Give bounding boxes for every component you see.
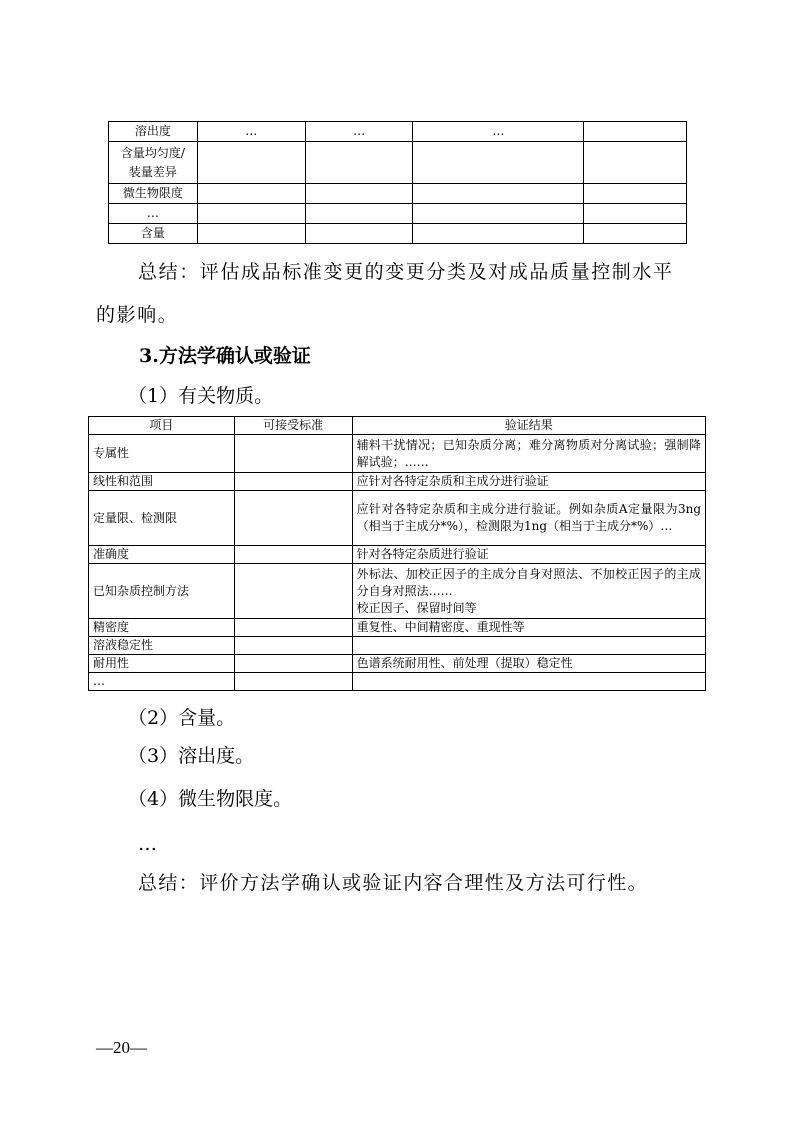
table1-cell (584, 204, 687, 224)
table1-cell: … (197, 122, 305, 142)
table2-header-row (89, 417, 706, 435)
summary1-line2: 的影响。 (96, 304, 179, 326)
table2-row (89, 473, 706, 491)
table2-item-cell: 已知杂质控制方法 (89, 564, 235, 619)
table2-row (89, 546, 706, 564)
table2-criteria-cell (234, 491, 352, 546)
table2-criteria-cell (234, 564, 352, 619)
table1-body (109, 122, 687, 244)
table2-result-cell: 辅料干扰情况；已知杂质分离；难分离物质对分离试验；强制降解试验；…… (352, 435, 705, 473)
table2-item-cell: 耐用性 (89, 655, 235, 673)
subsection-4-title: （4）微生物限度。 (128, 788, 293, 810)
ellipsis-line: … (138, 833, 157, 855)
standard-comparison-table (108, 121, 687, 244)
table1-row (109, 142, 687, 184)
table1-cell (413, 184, 584, 204)
table2-body (89, 417, 706, 691)
section-3-title: 3.方法学确认或验证 (139, 345, 311, 367)
table2-criteria-cell (234, 473, 352, 491)
table1-cell (584, 224, 687, 244)
table2-criteria-cell (234, 435, 352, 473)
table2-item-cell: 精密度 (89, 619, 235, 637)
table1-cell (305, 204, 413, 224)
table1-cell (584, 184, 687, 204)
table2-criteria-cell (234, 673, 352, 691)
table2-criteria-cell (234, 546, 352, 564)
table1-row-label: 含量均匀度/ 装量差异 (109, 142, 198, 184)
table1-cell: … (413, 122, 584, 142)
table2-result-cell: 外标法、加校正因子的主成分自身对照法、不加校正因子的主成分自身对照法…… 校正因子、保留时间等 (352, 564, 705, 619)
table1-row (109, 224, 687, 244)
subsection-3-title: （3）溶出度。 (128, 745, 255, 767)
table2-item-cell: 专属性 (89, 435, 235, 473)
table1-cell (413, 224, 584, 244)
table2-criteria-cell (234, 655, 352, 673)
table2-result-cell: 应针对各特定杂质和主成分进行验证 (352, 473, 705, 491)
table2-header-cell: 项目 (89, 417, 235, 435)
table2-criteria-cell (234, 619, 352, 637)
table1-cell (413, 204, 584, 224)
table2-row (89, 435, 706, 473)
table1-row (109, 122, 687, 142)
table2-row (89, 491, 706, 546)
table1-cell (197, 184, 305, 204)
table1-cell (305, 142, 413, 184)
table2-row (89, 564, 706, 619)
table1-cell (197, 142, 305, 184)
summary1-line1: 总结：评估成品标准变更的变更分类及对成品质量控制水平 (138, 261, 674, 283)
table2-row (89, 637, 706, 655)
page-number: —20— (96, 1038, 147, 1057)
table2-header-cell: 可接受标准 (234, 417, 352, 435)
table2-header-cell: 验证结果 (352, 417, 705, 435)
table2-result-cell: 应针对各特定杂质和主成分进行验证。例如杂质A定量限为3ng（相当于主成分*%），检测限为1ng（相当于主成分*%）… (352, 491, 705, 546)
table2-row (89, 655, 706, 673)
table1-row-label: … (109, 204, 198, 224)
table2-criteria-cell (234, 637, 352, 655)
table1-cell (305, 184, 413, 204)
table1-cell (584, 122, 687, 142)
table2-item-cell: 溶液稳定性 (89, 637, 235, 655)
table1-row (109, 184, 687, 204)
summary2: 总结：评价方法学确认或验证内容合理性及方法可行性。 (138, 872, 649, 894)
method-validation-table (88, 416, 706, 691)
table2-result-cell (352, 673, 705, 691)
table2-row (89, 673, 706, 691)
table2-result-cell (352, 637, 705, 655)
subsection-2-title: （2）含量。 (128, 707, 236, 729)
table2-item-cell: 准确度 (89, 546, 235, 564)
table1-row-label: 微生物限度 (109, 184, 198, 204)
table1-cell (197, 204, 305, 224)
table2-result-cell: 色谱系统耐用性、前处理（提取）稳定性 (352, 655, 705, 673)
table1-cell: … (305, 122, 413, 142)
table1-cell (305, 224, 413, 244)
table2-row (89, 619, 706, 637)
table2-item-cell: 线性和范围 (89, 473, 235, 491)
table2-item-cell: 定量限、检测限 (89, 491, 235, 546)
table2-result-cell: 针对各特定杂质进行验证 (352, 546, 705, 564)
table1-row-label: 溶出度 (109, 122, 198, 142)
table2-result-cell: 重复性、中间精密度、重现性等 (352, 619, 705, 637)
table1-cell (197, 224, 305, 244)
table1-cell (413, 142, 584, 184)
table1-row-label: 含量 (109, 224, 198, 244)
table1-cell (584, 142, 687, 184)
table1-row (109, 204, 687, 224)
subsection-1-title: （1）有关物质。 (128, 385, 274, 407)
table2-item-cell: … (89, 673, 235, 691)
